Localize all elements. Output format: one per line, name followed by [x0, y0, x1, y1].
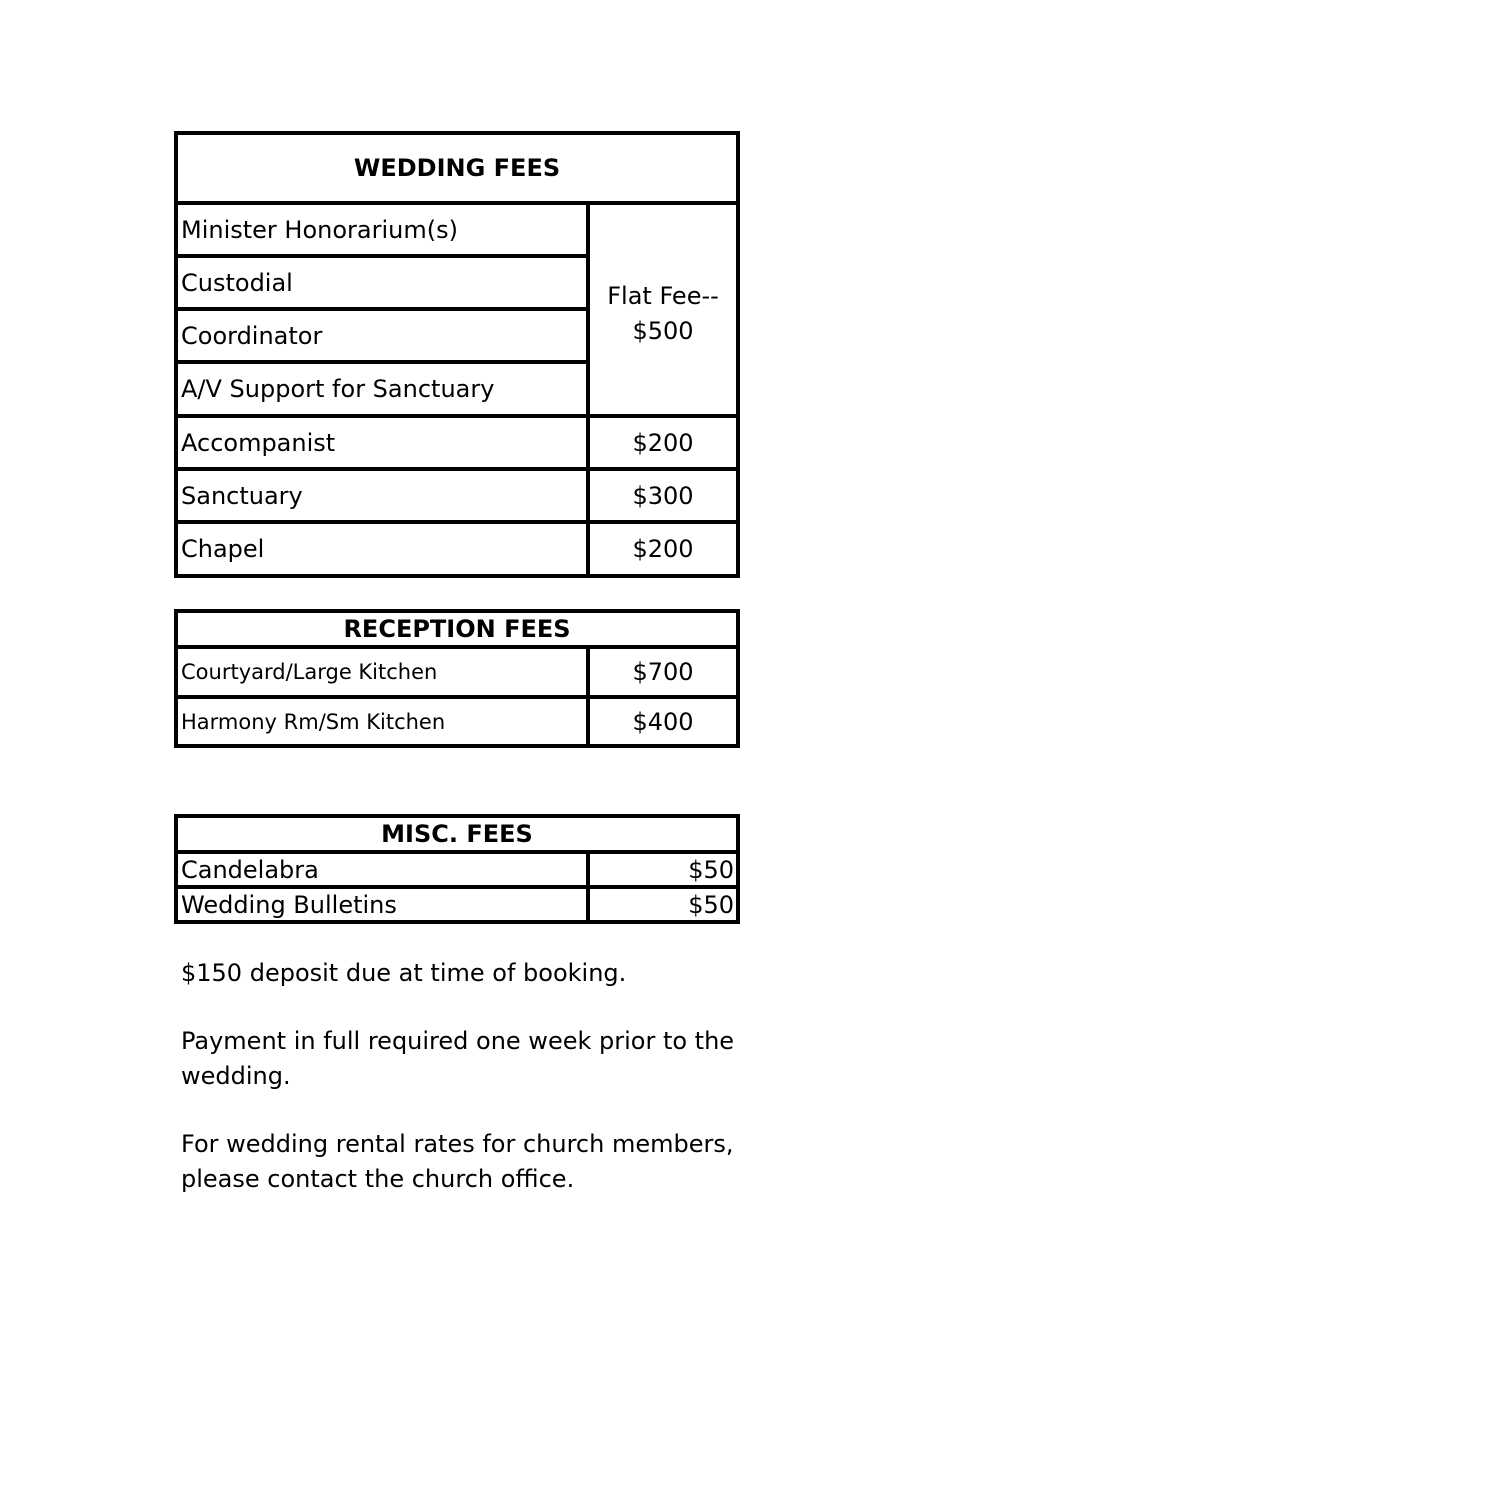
reception-row-fee: $400	[586, 695, 740, 748]
flat-fee-label: Flat Fee--	[607, 282, 719, 310]
members-note: For wedding rental rates for church members, please contact the church office.	[181, 1130, 734, 1193]
flat-fee-amount: $500	[632, 317, 694, 345]
wedding-fees-title: WEDDING FEES	[174, 131, 740, 205]
wedding-flat-item: Coordinator	[174, 307, 590, 364]
reception-row-label: Courtyard/Large Kitchen	[174, 645, 590, 699]
misc-row-label: Candelabra	[174, 850, 590, 889]
wedding-row-fee: $200	[586, 414, 740, 471]
misc-row-fee: $50	[586, 885, 740, 924]
reception-row-label: Harmony Rm/Sm Kitchen	[174, 695, 590, 748]
misc-row-fee: $50	[586, 850, 740, 889]
wedding-row-label: Sanctuary	[174, 467, 590, 524]
wedding-flat-item: A/V Support for Sanctuary	[174, 360, 590, 418]
deposit-note: $150 deposit due at time of booking.	[181, 959, 627, 987]
payment-note: Payment in full required one week prior to the wedding.	[181, 1027, 735, 1090]
wedding-flat-item: Minister Honorarium(s)	[174, 201, 590, 258]
wedding-flat-item: Custodial	[174, 254, 590, 311]
misc-row-label: Wedding Bulletins	[174, 885, 590, 924]
wedding-row-label: Chapel	[174, 520, 590, 578]
flat-fee-cell	[586, 201, 740, 418]
wedding-row-fee: $200	[586, 520, 740, 578]
misc-fees-title: MISC. FEES	[174, 814, 740, 854]
wedding-row-label: Accompanist	[174, 414, 590, 471]
reception-fees-title: RECEPTION FEES	[174, 609, 740, 649]
reception-row-fee: $700	[586, 645, 740, 699]
wedding-row-fee: $300	[586, 467, 740, 524]
